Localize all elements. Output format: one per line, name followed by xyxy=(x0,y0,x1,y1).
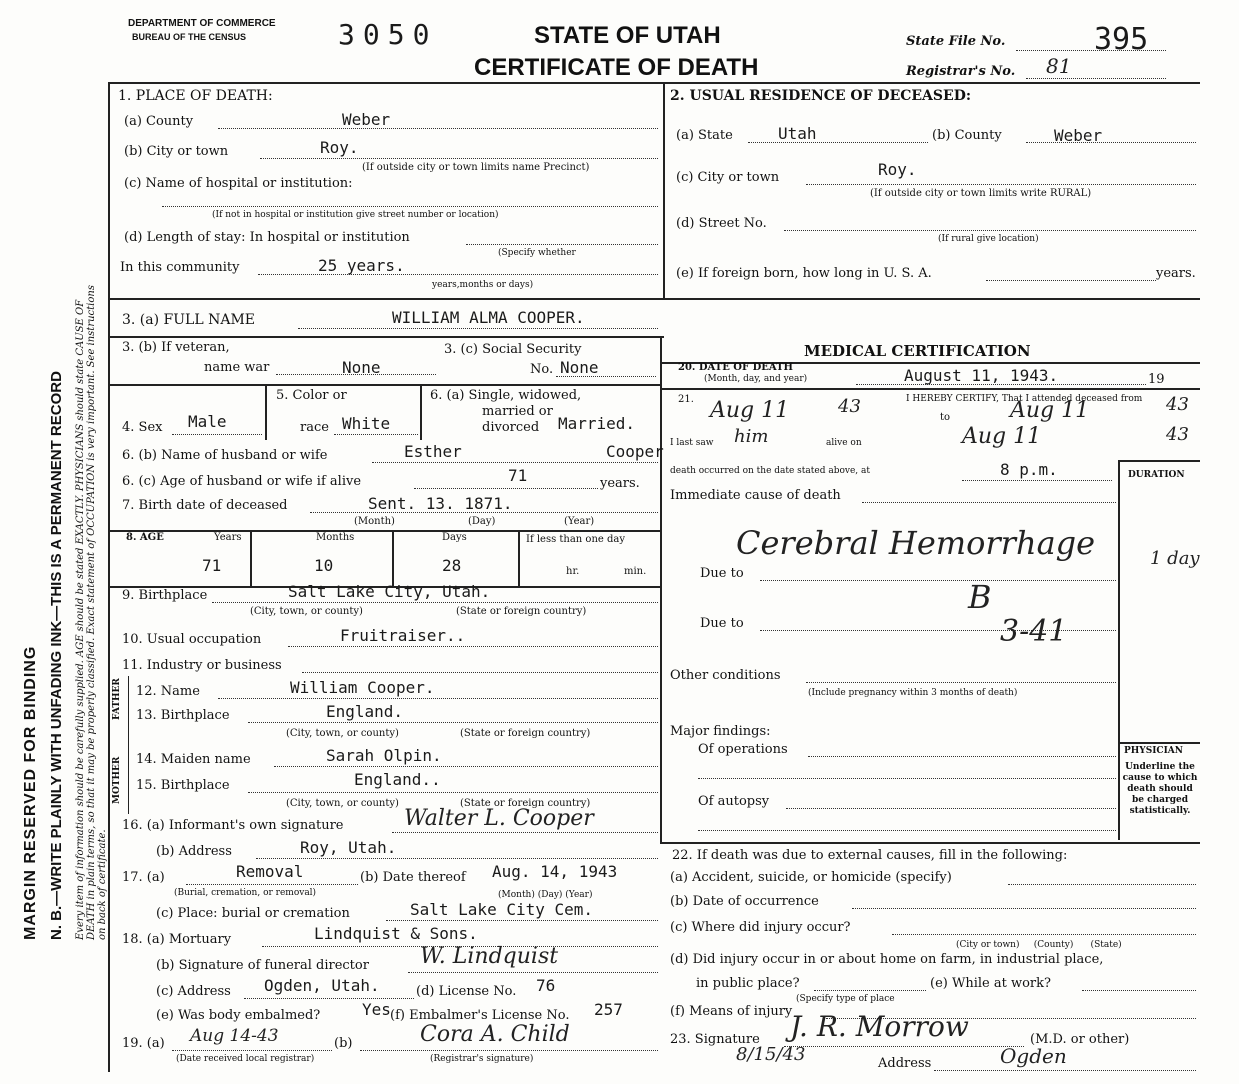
registrar-b-label: (b) xyxy=(334,1036,353,1051)
birth-day-note: (Day) xyxy=(468,516,496,527)
alive-on-value: Aug 11 xyxy=(962,424,1042,449)
registrar-signature-note: (Registrar's signature) xyxy=(430,1054,534,1064)
ss-no-label: No. xyxy=(530,362,554,377)
external-e-label: (e) While at work? xyxy=(930,976,1051,991)
due-to-1-value: B xyxy=(968,578,992,616)
informant-address-value: Roy, Utah. xyxy=(300,838,397,857)
embalmer-license-value: 257 xyxy=(594,1000,623,1019)
license-label: (d) License No. xyxy=(416,984,517,999)
race-label: race xyxy=(300,420,329,435)
death-county-value: Weber xyxy=(342,110,391,129)
spouse-first-name: Esther xyxy=(404,442,462,461)
residence-city-value: Roy. xyxy=(878,160,917,179)
marital-label-1: 6. (a) Single, widowed, xyxy=(430,388,582,403)
state-title: STATE OF UTAH xyxy=(534,22,721,49)
attended-to-value: Aug 11 xyxy=(1010,398,1090,423)
mother-birthplace-value: England.. xyxy=(354,770,441,789)
due-to-2-value: 3-41 xyxy=(1000,614,1068,649)
immediate-cause-label: Immediate cause of death xyxy=(670,488,841,503)
residence-county-value: Weber xyxy=(1054,126,1103,145)
residence-city-note: (If outside city or town limits write RURAL) xyxy=(870,188,1092,199)
attended-to-year: 43 xyxy=(1166,394,1189,415)
external-causes-heading: 22. If death was due to external causes, fill in the following: xyxy=(672,848,1068,863)
time-of-death-value: 8 p.m. xyxy=(1000,460,1058,479)
place-of-death-heading: 1. PLACE OF DEATH: xyxy=(118,88,273,104)
veteran-label: 3. (b) If veteran, xyxy=(122,340,230,355)
date-of-death-value: August 11, 1943. xyxy=(904,366,1059,385)
certifier-address-label: Address xyxy=(878,1056,932,1071)
mortuary-address-value: Ogden, Utah. xyxy=(264,976,380,995)
margin-instructions-3: on back of certificate. xyxy=(97,829,108,940)
birthplace-value: Salt Lake City, Utah. xyxy=(288,582,491,601)
funeral-director-signature: W. Lindquist xyxy=(420,944,559,969)
age-less-header: If less than one day xyxy=(526,534,625,545)
full-name-value: WILLIAM ALMA COOPER. xyxy=(392,308,585,327)
informant-address-label: (b) Address xyxy=(156,844,232,859)
date-thereof-label: (b) Date thereof xyxy=(360,870,466,885)
death-city-label: (b) City or town xyxy=(124,144,229,159)
certifier-signature-label: 23. Signature xyxy=(670,1032,760,1047)
certifier-signature: J. R. Morrow xyxy=(790,1010,969,1043)
death-county-label: (a) County xyxy=(124,114,194,129)
foreign-born-label: (e) If foreign born, how long in U. S. A. xyxy=(676,266,932,281)
attended-from-value: Aug 11 xyxy=(710,398,790,423)
date-thereof-value: Aug. 14, 1943 xyxy=(492,862,618,881)
of-autopsy-label: Of autopsy xyxy=(698,794,770,809)
alive-on-label: alive on xyxy=(826,438,862,448)
community-value: 25 years. xyxy=(318,256,405,275)
dept-line-1: DEPARTMENT OF COMMERCE xyxy=(128,18,276,29)
occupation-value: Fruitraiser.. xyxy=(340,626,466,645)
external-a-label: (a) Accident, suicide, or homicide (specify) xyxy=(670,870,952,885)
residence-city-label: (c) City or town xyxy=(676,170,780,185)
spouse-last-name: Cooper xyxy=(606,442,664,461)
father-name-label: 12. Name xyxy=(136,684,200,699)
certificate-title: CERTIFICATE OF DEATH xyxy=(474,54,759,81)
duration-value: 1 day xyxy=(1150,548,1200,569)
birth-date-label: 7. Birth date of deceased xyxy=(122,498,288,513)
external-f-label: (f) Means of injury xyxy=(670,1004,793,1019)
duration-header: DURATION xyxy=(1128,470,1185,480)
due-to-1-label: Due to xyxy=(700,566,744,581)
last-saw-value: him xyxy=(734,426,769,447)
immediate-cause-value: Cerebral Hemorrhage xyxy=(736,524,1096,562)
street-number-label: (d) Street No. xyxy=(676,216,767,231)
license-value: 76 xyxy=(536,976,556,995)
length-of-stay-label: (d) Length of stay: In hospital or institution xyxy=(124,230,410,245)
birth-year-note: (Year) xyxy=(564,516,595,527)
funeral-director-label: (b) Signature of funeral director xyxy=(156,958,369,973)
date-nineteen: 19 xyxy=(1148,372,1165,387)
residence-state-label: (a) State xyxy=(676,128,733,143)
father-side-label: FATHER xyxy=(112,678,122,720)
filed-note: (Date received local registrar) xyxy=(176,1054,315,1064)
street-note: (If rural give location) xyxy=(938,234,1039,244)
residence-state-value: Utah xyxy=(778,124,817,143)
father-city-note: (City, town, or county) xyxy=(286,728,399,739)
spouse-name-label: 6. (b) Name of husband or wife xyxy=(122,448,328,463)
death-city-note: (If outside city or town limits name Precinct) xyxy=(362,162,590,173)
father-name-value: William Cooper. xyxy=(290,678,435,697)
mortuary-address-label: (c) Address xyxy=(156,984,231,999)
registrar-signature: Cora A. Child xyxy=(420,1022,570,1047)
age-months-header: Months xyxy=(316,532,355,543)
external-d-note: (Specify type of place xyxy=(796,994,895,1004)
of-operations-label: Of operations xyxy=(698,742,788,757)
birth-month-note: (Month) xyxy=(354,516,395,527)
binding-margin xyxy=(22,60,108,940)
community-label: In this community xyxy=(120,260,240,275)
disposal-label: 17. (a) xyxy=(122,870,165,885)
disposal-note: (Burial, cremation, or removal) xyxy=(174,888,317,898)
mother-maiden-value: Sarah Olpin. xyxy=(326,746,442,765)
full-name-label: 3. (a) FULL NAME xyxy=(122,312,255,328)
age-days-value: 28 xyxy=(442,556,462,575)
filed-label: 19. (a) xyxy=(122,1036,165,1051)
hospital-label: (c) Name of hospital or institution: xyxy=(124,176,353,191)
war-label: name war xyxy=(204,360,270,375)
age-days-header: Days xyxy=(442,532,467,543)
alive-on-year: 43 xyxy=(1166,424,1189,445)
date-of-death-note: (Month, day, and year) xyxy=(704,374,808,384)
race-value: White xyxy=(342,414,391,433)
specify-whether-note: (Specify whether xyxy=(498,248,576,258)
margin-instructions-1: Every item of information should be carefully supplied. AGE should be stated EXACTLY. PHYSICIANS should state CAUSE OF xyxy=(75,299,86,940)
birthplace-state-note: (State or foreign country) xyxy=(456,606,587,617)
date-thereof-note: (Month) (Day) (Year) xyxy=(498,890,593,900)
age-min-label: min. xyxy=(624,566,647,577)
burial-place-label: (c) Place: burial or cremation xyxy=(156,906,350,921)
age-label: 8. AGE xyxy=(126,532,164,543)
foreign-years-label: years. xyxy=(1156,266,1196,281)
age-months-value: 10 xyxy=(314,556,334,575)
sex-value: Male xyxy=(188,412,227,431)
registrar-number-label: Registrar's No. xyxy=(906,64,1016,79)
registrar-number-value: 81 xyxy=(1046,54,1072,78)
mother-side-label: MOTHER xyxy=(112,756,122,804)
marital-label-2: married or xyxy=(482,404,553,419)
state-file-value: 395 xyxy=(1094,22,1149,57)
age-hr-label: hr. xyxy=(566,566,580,577)
mother-city-note: (City, town, or county) xyxy=(286,798,399,809)
burial-place-value: Salt Lake City Cem. xyxy=(410,900,594,919)
death-city-value: Roy. xyxy=(320,138,359,157)
color-label: 5. Color or xyxy=(276,388,347,403)
dept-line-2: BUREAU OF THE CENSUS xyxy=(132,32,247,42)
certify-statement: I HEREBY CERTIFY, That I attended deceased from xyxy=(906,394,1143,404)
margin-ink-warning: N. B.—WRITE PLAINLY WITH UNFADING INK—THIS IS A PERMANENT RECORD xyxy=(48,371,65,940)
external-d-label-2: in public place? xyxy=(696,976,800,991)
physician-box-title: PHYSICIAN xyxy=(1124,746,1183,756)
spouse-age-years: years. xyxy=(600,476,640,491)
informant-label: 16. (a) Informant's own signature xyxy=(122,818,344,833)
mortuary-value: Lindquist & Sons. xyxy=(314,924,478,943)
residence-county-label: (b) County xyxy=(932,128,1002,143)
due-to-2-label: Due to xyxy=(700,616,744,631)
filed-date-value: Aug 14-43 xyxy=(190,1026,279,1046)
marital-value: Married. xyxy=(558,414,636,433)
informant-signature: Walter L. Cooper xyxy=(404,806,594,831)
father-birthplace-value: England. xyxy=(326,702,404,721)
md-or-other-label: (M.D. or other) xyxy=(1030,1032,1130,1047)
father-birthplace-label: 13. Birthplace xyxy=(136,708,230,723)
external-d-label: (d) Did injury occur in or about home on farm, in industrial place, xyxy=(670,952,1104,967)
birthplace-label: 9. Birthplace xyxy=(122,588,208,603)
external-b-label: (b) Date of occurrence xyxy=(670,894,819,909)
occurred-label: death occurred on the date stated above, at xyxy=(670,466,871,476)
external-c-note: (City or town) (County) (State) xyxy=(956,940,1122,950)
major-findings-label: Major findings: xyxy=(670,724,771,739)
physician-box-text: Underline the cause to which death should be charged statistically. xyxy=(1122,762,1198,816)
war-value: None xyxy=(342,358,381,377)
attended-from-year: 43 xyxy=(838,396,861,417)
medical-cert-heading: MEDICAL CERTIFICATION xyxy=(804,342,1031,360)
certifier-date: 8/15/43 xyxy=(736,1044,806,1065)
stamp-number: 3050 xyxy=(338,18,438,51)
margin-instructions-2: DEATH in plain terms, so that it may be properly classified. Exact statement of OCCUPATION is very important. See instructions xyxy=(86,285,97,940)
age-years-value: 71 xyxy=(202,556,222,575)
state-file-label: State File No. xyxy=(906,34,1006,49)
attended-to-label: to xyxy=(940,412,951,423)
industry-label: 11. Industry or business xyxy=(122,658,282,673)
birthplace-city-note: (City, town, or county) xyxy=(250,606,363,617)
father-state-note: (State or foreign country) xyxy=(460,728,591,739)
social-security-label: 3. (c) Social Security xyxy=(444,342,582,357)
external-c-label: (c) Where did injury occur? xyxy=(670,920,851,935)
spouse-age-value: 71 xyxy=(508,466,528,485)
hospital-note: (If not in hospital or institution give street number or location) xyxy=(212,210,499,220)
ss-value: None xyxy=(560,358,599,377)
mother-birthplace-label: 15. Birthplace xyxy=(136,778,230,793)
mortuary-label: 18. (a) Mortuary xyxy=(122,932,232,947)
community-years-note: years,months or days) xyxy=(432,280,534,290)
mother-state-note: (State or foreign country) xyxy=(460,798,591,809)
disposal-value: Removal xyxy=(236,862,304,881)
embalmer-license-label: (f) Embalmer's License No. xyxy=(390,1008,570,1023)
marital-label-3: divorced xyxy=(482,420,540,435)
usual-residence-heading: 2. USUAL RESIDENCE OF DECEASED: xyxy=(670,88,972,104)
sex-label: 4. Sex xyxy=(122,420,163,435)
date-of-death-label: 20. DATE OF DEATH xyxy=(678,362,793,373)
embalmed-label: (e) Was body embalmed? xyxy=(156,1008,321,1023)
embalmed-value: Yes xyxy=(362,1000,391,1019)
mother-maiden-label: 14. Maiden name xyxy=(136,752,251,767)
spouse-age-label: 6. (c) Age of husband or wife if alive xyxy=(122,474,362,489)
certifier-address: Ogden xyxy=(1000,1044,1067,1068)
other-conditions-label: Other conditions xyxy=(670,668,781,683)
occupation-label: 10. Usual occupation xyxy=(122,632,262,647)
certify-number: 21. xyxy=(678,394,694,405)
other-conditions-note: (Include pregnancy within 3 months of death) xyxy=(808,688,1018,698)
age-years-header: Years xyxy=(214,532,242,543)
last-saw-label: I last saw xyxy=(670,438,714,448)
margin-binding-title: MARGIN RESERVED FOR BINDING xyxy=(22,645,39,940)
birth-date-value: Sent. 13. 1871. xyxy=(368,494,513,513)
